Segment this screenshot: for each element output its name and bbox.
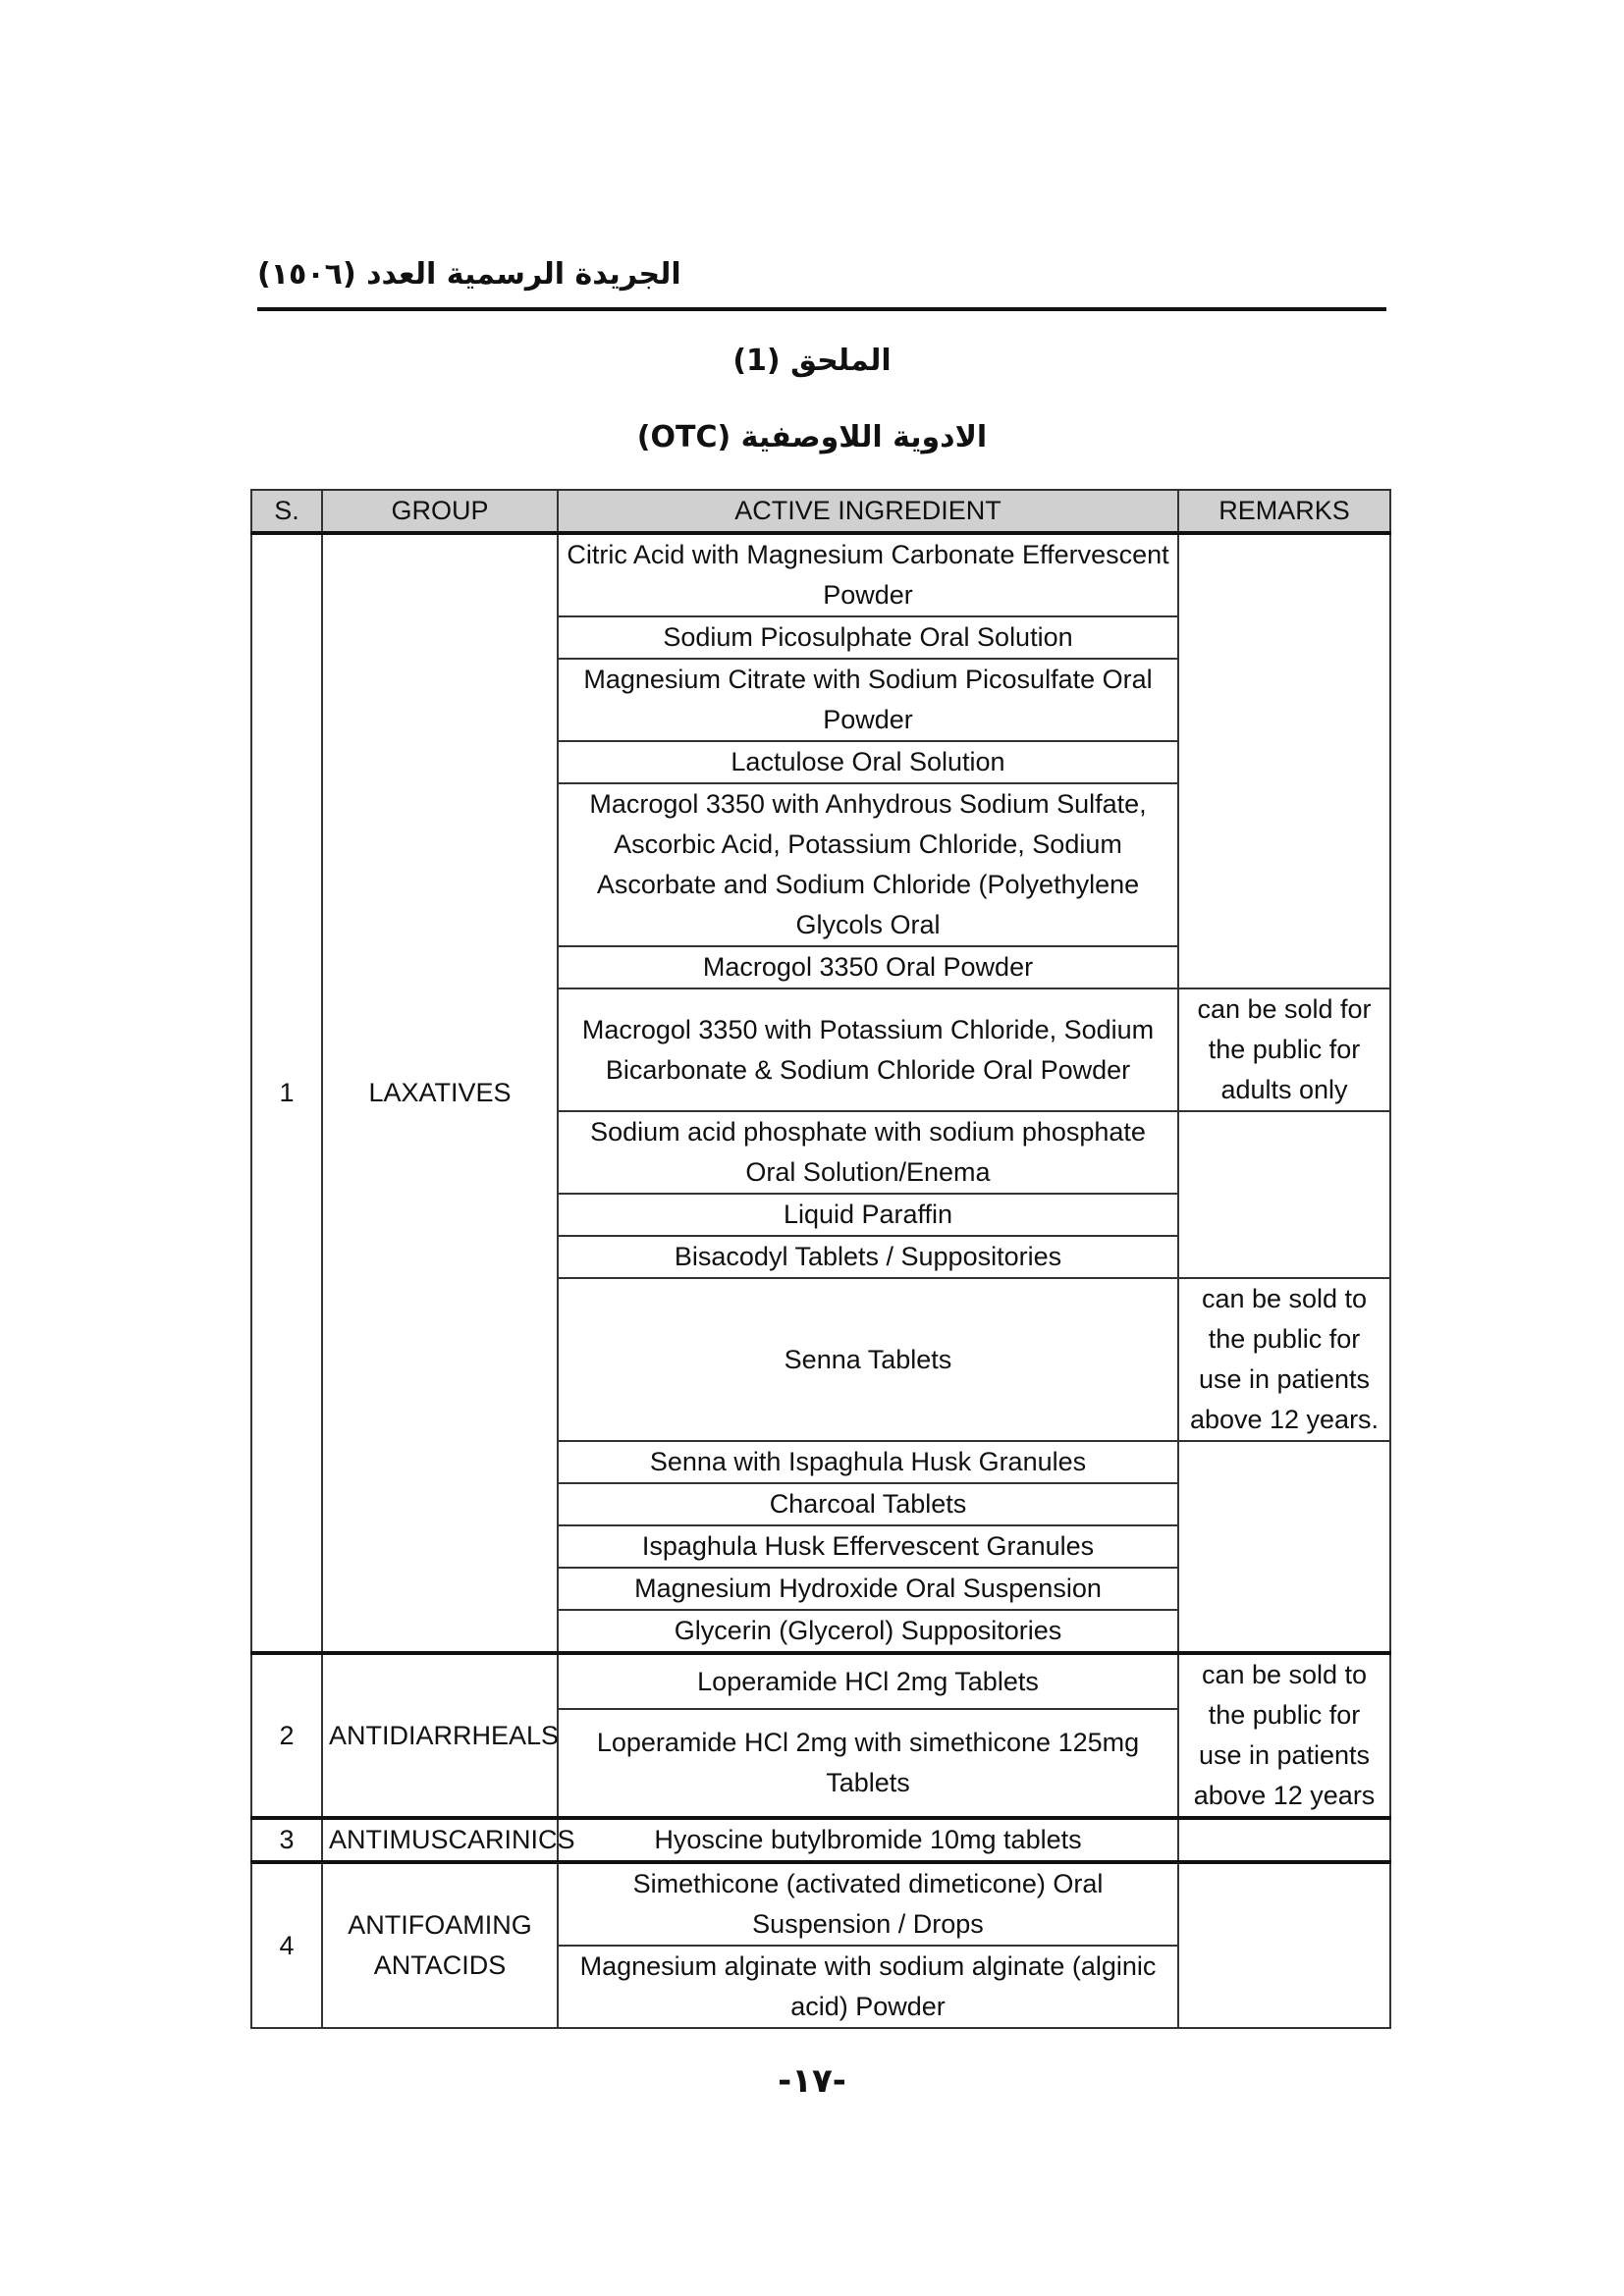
active-ingredient-cell: Senna with Ispaghula Husk Granules [558,1441,1178,1483]
remarks-cell [1178,1862,1390,2028]
column-header-serial: S. [251,490,322,533]
column-header-active-ingredient: ACTIVE INGREDIENT [558,490,1178,533]
active-ingredient-cell: Macrogol 3350 with Anhydrous Sodium Sulfate, Ascorbic Acid, Potassium Chloride, Sodium Ascorbate and Sodium Chloride (Polyethylene Glycols Oral [558,783,1178,946]
active-ingredient-cell: Magnesium alginate with sodium alginate (alginic acid) Powder [558,1946,1178,2028]
active-ingredient-cell: Macrogol 3350 with Potassium Chloride, Sodium Bicarbonate & Sodium Chloride Oral Powder [558,988,1178,1111]
active-ingredient-cell: Magnesium Hydroxide Oral Suspension [558,1568,1178,1610]
active-ingredient-cell: Glycerin (Glycerol) Suppositories [558,1610,1178,1653]
remarks-cell [1178,1111,1390,1278]
table-row [251,1653,1390,1709]
group-name-cell: ANTIFOAMING ANTACIDS [322,1862,558,2028]
active-ingredient-cell: Loperamide HCl 2mg Tablets [558,1653,1178,1709]
header-rule [257,307,1386,311]
running-head [257,257,1386,304]
active-ingredient-cell: Loperamide HCl 2mg with simethicone 125mg Tablets [558,1709,1178,1818]
active-ingredient-cell: Senna Tablets [558,1278,1178,1441]
remarks-cell: can be sold to the public for use in patients above 12 years [1178,1653,1390,1818]
active-ingredient-cell: Bisacodyl Tablets / Suppositories [558,1236,1178,1278]
serial-number-cell: 4 [251,1862,322,2028]
serial-number-cell: 3 [251,1818,322,1862]
serial-number-cell: 1 [251,533,322,1653]
active-ingredient-cell: Ispaghula Husk Effervescent Granules [558,1525,1178,1568]
group-name-cell: ANTIMUSCARINICS [322,1818,558,1862]
table-row [251,1862,1390,1946]
active-ingredient-cell: Magnesium Citrate with Sodium Picosulfate Oral Powder [558,659,1178,741]
column-header-group: GROUP [322,490,558,533]
active-ingredient-cell: Lactulose Oral Solution [558,741,1178,783]
active-ingredient-cell: Citric Acid with Magnesium Carbonate Effervescent Powder [558,533,1178,616]
annex-subtitle: الادوية اللاوصفية (OTC) [636,420,988,454]
group-name-cell: ANTIDIARRHEALS [322,1653,558,1818]
remarks-cell: can be sold for the public for adults only [1178,988,1390,1111]
active-ingredient-cell: Liquid Paraffin [558,1194,1178,1236]
page-number: -١٧- [778,2061,846,2101]
active-ingredient-cell: Macrogol 3350 Oral Powder [558,946,1178,988]
column-header-remarks: REMARKS [1178,490,1390,533]
remarks-cell: can be sold to the public for use in patients above 12 years. [1178,1278,1390,1441]
serial-number-cell: 2 [251,1653,322,1818]
running-head-text: الجريدة الرسمية العدد (١٥٠٦) [257,257,681,292]
active-ingredient-cell: Hyoscine butylbromide 10mg tablets [558,1818,1178,1862]
group-name-cell: LAXATIVES [322,533,558,1653]
table-row [251,1818,1390,1862]
active-ingredient-cell: Simethicone (activated dimeticone) Oral Suspension / Drops [558,1862,1178,1946]
annex-title: الملحق (1) [732,344,892,378]
table-body [251,533,1390,2028]
remarks-cell [1178,533,1390,988]
active-ingredient-cell: Sodium Picosulphate Oral Solution [558,616,1178,659]
active-ingredient-cell: Sodium acid phosphate with sodium phosphate Oral Solution/Enema [558,1111,1178,1194]
active-ingredient-cell: Charcoal Tablets [558,1483,1178,1525]
table-header-row [251,490,1390,533]
table-row [251,533,1390,616]
otc-medicines-table [250,489,1391,2029]
remarks-cell [1178,1818,1390,1862]
remarks-cell [1178,1441,1390,1653]
